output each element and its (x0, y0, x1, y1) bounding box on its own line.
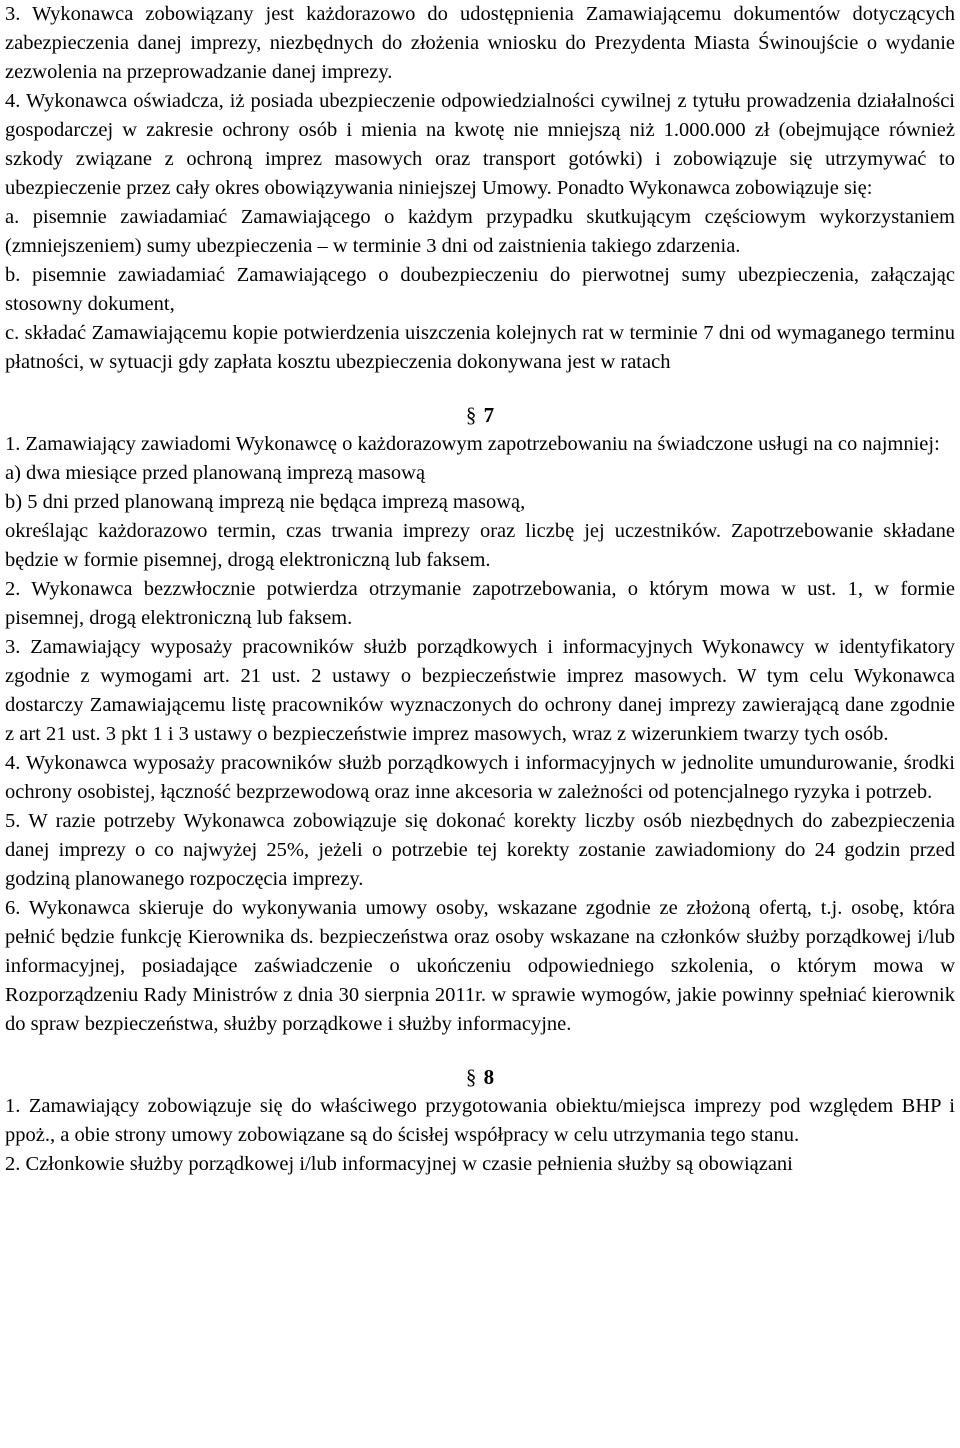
section-8-heading (5, 1063, 955, 1092)
paragraph-6-4-c: c. składać Zamawiającemu kopie potwierdzenia uiszczenia kolejnych rat w terminie 7 dni od wymaganego terminu płatności, w sytuacji gdy zapłata kosztu ubezpieczenia dokonywana jest w ratach (5, 322, 955, 373)
paragraph-7-5: 5. W razie potrzeby Wykonawca zobowiązuje się dokonać korekty liczby osób niezbędnych do zabezpieczenia danej imprezy o co najwyżej 25%, jeżeli o potrzebie tej korekty zostanie zawiadomiony do 24 godzin przed godziną planowanego rozpoczęcia imprezy. (5, 810, 955, 890)
paragraph-6-4-b: b. pisemnie zawiadamiać Zamawiającego o doubezpieczeniu do pierwotnej sumy ubezpieczenia, załączając stosowny dokument, (5, 264, 955, 315)
paragraph-7-4: 4. Wykonawca wyposaży pracowników służb porządkowych i informacyjnych w jednolite umundurowanie, środki ochrony osobistej, łączność bezprzewodową oraz inne akcesoria w zależności od potencjalnego ryzyka i potrzeb. (5, 752, 955, 803)
paragraph-7-1-tail: określając każdorazowo termin, czas trwania imprezy oraz liczbę jej uczestników. Zapotrzebowanie składane będzie w formie pisemnej, drogą elektroniczną lub faksem. (5, 520, 955, 571)
paragraph-7-6: 6. Wykonawca skieruje do wykonywania umowy osoby, wskazane zgodnie ze złożoną ofertą, t.j. osobę, która pełnić będzie funkcję Kierownika ds. bezpieczeństwa oraz osoby wskazane na członków służby porządkowej i/lub informacyjnej, posiadające zaświadczenie o ukończeniu odpowiedniego szkolenia, o którym mowa w Rozporządzeniu Rady Ministrów z dnia 30 sierpnia 2011r. w sprawie wymogów, jakie powinny spełniać kierownik do spraw bezpieczeństwa, służby porządkowe i służby informacyjne. (5, 897, 955, 1035)
paragraph-7-2: 2. Wykonawca bezzwłocznie potwierdza otrzymanie zapotrzebowania, o którym mowa w ust. 1, w formie pisemnej, drogą elektroniczną lub faksem. (5, 578, 955, 629)
paragraph-8-1: 1. Zamawiający zobowiązuje się do właściwego przygotowania obiektu/miejsca imprezy pod względem BHP i ppoż., a obie strony umowy zobowiązane są do ścisłej współpracy w celu utrzymania tego stanu. (5, 1095, 955, 1146)
section-number: 7 (483, 403, 495, 427)
paragraph-7-1: 1. Zamawiający zawiadomi Wykonawcę o każdorazowym zapotrzebowaniu na świadczone usługi na co najmniej: (5, 433, 940, 455)
section-7-heading (5, 401, 955, 430)
paragraph-6-3: 3. Wykonawca zobowiązany jest każdorazowo do udostępnienia Zamawiającemu dokumentów dotyczących zabezpieczenia danej imprezy, niezbędnych do złożenia wniosku do Prezydenta Miasta Świnoujście o wydanie zezwolenia na przeprowadzanie danej imprezy. (5, 3, 955, 83)
section-7 (5, 401, 955, 1039)
section-number: 8 (483, 1065, 495, 1089)
paragraph-7-3: 3. Zamawiający wyposaży pracowników służb porządkowych i informacyjnych Wykonawcy w identyfikatory zgodnie z wymogami art. 21 ust. 2 ustawy o bezpieczeństwie imprez masowych. W tym celu Wykonawca dostarczy Zamawiającemu listę pracowników wyznaczonych do ochrony danej imprezy zawierającą dane zgodnie z art 21 ust. 3 pkt 1 i 3 ustawy o bezpieczeństwie imprez masowych, wraz z wizerunkiem twarzy tych osób. (5, 636, 955, 745)
section-6-continuation (5, 0, 955, 377)
paragraph-8-2: 2. Członkowie służby porządkowej i/lub informacyjnej w czasie pełnienia służby są obowiązani (5, 1153, 793, 1175)
paragraph-7-1-b: b) 5 dni przed planowaną imprezą nie będąca imprezą masową, (5, 491, 526, 513)
paragraph-6-4-a: a. pisemnie zawiadamiać Zamawiającego o każdym przypadku skutkującym częściowym wykorzystaniem (zmniejszeniem) sumy ubezpieczenia – w terminie 3 dni od zaistnienia takiego zdarzenia. (5, 206, 955, 257)
paragraph-7-1-a: a) dwa miesiące przed planowaną imprezą masową (5, 462, 426, 484)
paragraph-6-4: 4. Wykonawca oświadcza, iż posiada ubezpieczenie odpowiedzialności cywilnej z tytułu prowadzenia działalności gospodarczej w zakresie ochrony osób i mienia na kwotę nie mniejszą niż 1.000.000 zł (obejmujące również szkody związane z ochroną imprez masowych oraz transport gotówki) i zobowiązuje się utrzymywać to ubezpieczenie przez cały okres obowiązywania niniejszej Umowy. Ponadto Wykonawca zobowiązuje się: (5, 90, 955, 199)
section-sign: § (465, 403, 477, 427)
section-8 (5, 1063, 955, 1179)
section-sign: § (465, 1065, 477, 1089)
